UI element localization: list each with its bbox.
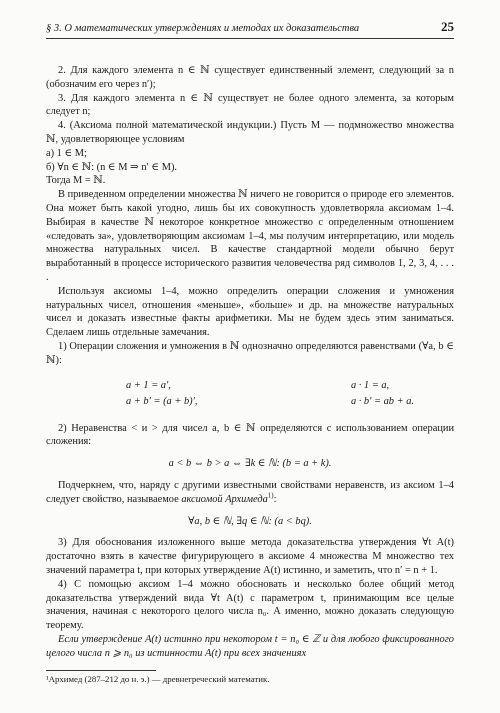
condition-b: б) ∀n ∈ ℕ: (n ∈ M ⇒ n′ ∈ M).	[46, 161, 178, 173]
running-header	[46, 20, 454, 39]
axiom-3: 3. Для каждого элемента n ∈ ℕ существует не более одного элемента, за которым следует n;	[46, 92, 454, 118]
paragraph-operations: Используя аксиомы 1–4, можно определить операции сложения и умножения натуральных чисел, отношения «меньше», «больше» и др. на множестве натуральных чисел и доказать известные факты арифметики. Мы не будем здесь этим заниматься. Сделаем лишь отдельные замечания.	[46, 285, 454, 339]
axiom-2: 2. Для каждого элемента n ∈ ℕ существует единственный элемент, следующий за n (обозначим его через n′);	[46, 65, 454, 90]
footnote-marker: 1)	[267, 491, 274, 500]
remark-1: 1) Операции сложения и умножения в ℕ однозначно определяются равенствами (∀a, b ∈ ℕ):	[46, 340, 454, 366]
equation-add-2: a + b′ = (a + b)′,	[126, 395, 198, 407]
theorem-statement: Если утверждение A(t) истинно при некотором t = n₀ ∈ ℤ и для любого фиксированного целого числа n ⩾ n₀ из истинности A(t) при всех значениях	[46, 633, 454, 659]
conclusion: Тогда M = ℕ.	[46, 175, 106, 187]
remark-3: 3) Для обоснования изложенного выше метода доказательства утверждения ∀t A(t) достаточно взять в качестве фигурирующего в аксиоме 4 множества M множество тех значений параметра t, при которых утверждение A(t) истинно, и заметить, что n′ = n + 1.	[46, 537, 454, 576]
condition-a: а) 1 ∈ M;	[46, 147, 87, 159]
equations-block	[46, 378, 454, 410]
footnote-divider	[46, 670, 156, 671]
archimedes-text-end: :	[273, 493, 277, 505]
page-number: 25	[441, 19, 454, 34]
equations-right	[351, 378, 414, 410]
inequality-formula: a < b ⇔ b > a ⇔ ∃k ∈ ℕ: (b = a + k).	[168, 458, 332, 470]
footnote: ¹Архимед (287–212 до н. э.) — древнегреческий математик.	[46, 674, 270, 684]
equations-left	[126, 378, 197, 410]
equation-mul-1: a · 1 = a,	[350, 379, 390, 391]
remark-4: 4) С помощью аксиом 1–4 можно обосновать и несколько более общий метод доказательства утверждений вида ∀t A(t) с параметром t, принимающим все целые значения, начиная с некоторого целого числа n₀. А именно, можно доказать следующую теорему.	[46, 578, 454, 632]
header-title: § 3. О математических утверждениях и методах их доказательства	[46, 23, 360, 34]
axiom-4: 4. (Аксиома полной математической индукции.) Пусть M — подмножество множества ℕ, удовлетворяющее условиям	[46, 120, 454, 145]
paragraph-models: В приведенном определении множества ℕ ничего не говорится о природе его элементов. Она может быть какой угодно, лишь бы их совокупность удовлетворяла аксиомам 1–4. Выбирая в качестве ℕ некоторое конкретное множество с определенным отношением «следовать за», удовлетворяющим аксиомам 1–4, мы получим интерпретацию, или модель множества натуральных чисел. В качестве стандартной модели обычно берут выработанный в процессе исторического развития человечества ряд символов 1, 2, 3, 4, . . . .	[46, 189, 454, 283]
paragraph-archimedes	[46, 479, 454, 507]
remark-2: 2) Неравенства < и > для чисел a, b ∈ ℕ определяются с использованием операции сложения:	[46, 422, 454, 448]
equation-mul-2: a · b′ = ab + a.	[350, 395, 414, 407]
page-body	[46, 64, 454, 660]
archimedes-formula: ∀a, b ∈ ℕ, ∃q ∈ ℕ: (a < bq).	[188, 515, 312, 527]
archimedes-term: аксиомой Архимеда	[181, 493, 268, 505]
equation-add-1: a + 1 = a′,	[126, 379, 171, 391]
archimedes-text-start: Подчеркнем, что, наряду с другими известными свойствами неравенств, из аксиом 1–4 следует свойство, называемое	[46, 479, 454, 505]
